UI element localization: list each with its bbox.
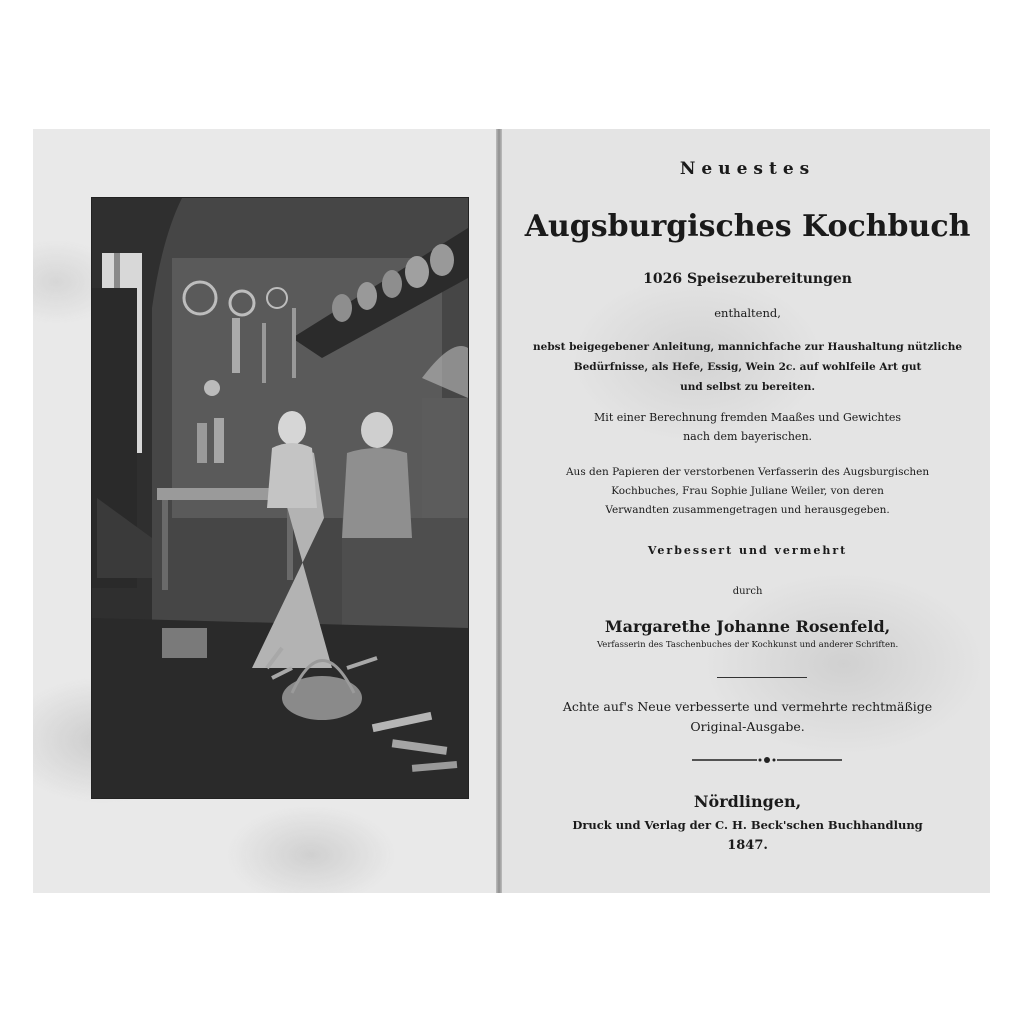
year-line: 1847. — [727, 838, 768, 853]
papieren-line-1: Aus den Papieren der verstorbenen Verfasserin des Augsburgischen — [565, 466, 930, 478]
nebst-line-2: Bedürfnisse, als Hefe, Essig, Wein 2c. auf wohlfeile Art gut — [573, 361, 922, 373]
edition-line-1: Achte auf's Neue verbesserte und vermehrte rechtmäßige — [562, 699, 933, 714]
title-page — [502, 129, 990, 893]
recipe-count-line: 1026 Speisezubereitungen — [643, 271, 852, 287]
city-line: Nördlingen, — [693, 792, 802, 811]
enthaltend-line: enthaltend, — [714, 306, 781, 320]
berechnung-line-1: Mit einer Berechnung fremden Maaßes und Gewichtes — [594, 411, 902, 424]
verbessert-line: Verbessert und vermehrt — [647, 544, 848, 557]
divider-rule — [717, 677, 807, 678]
title-block — [502, 129, 990, 893]
frontispiece-page — [33, 129, 496, 893]
neuestes-line: Neuestes — [679, 159, 816, 179]
berechnung-line-2: nach dem bayerischen. — [683, 430, 813, 443]
nebst-line-1: nebst beigegebener Anleitung, mannichfache zur Haushaltung nützliche — [533, 341, 963, 353]
papieren-line-2: Kochbuches, Frau Sophie Juliane Weiler, von deren — [611, 485, 884, 497]
papieren-line-3: Verwandten zusammengetragen und herausgegeben. — [605, 504, 890, 516]
publisher-line: Druck und Verlag der C. H. Beck'schen Buchhandlung — [572, 818, 923, 832]
author-name: Margarethe Johanne Rosenfeld, — [604, 617, 891, 636]
book-spread — [33, 129, 990, 893]
author-subtitle: Verfasserin des Taschenbuches der Kochkunst und anderer Schriften. — [596, 640, 899, 650]
ornament-divider — [692, 754, 842, 766]
nebst-line-3: und selbst zu bereiten. — [680, 381, 816, 393]
edition-line-2: Original-Ausgabe. — [690, 719, 805, 734]
kitchen-engraving — [91, 197, 469, 799]
durch-line: durch — [732, 586, 763, 597]
book-title: Augsburgisches Kochbuch — [524, 209, 971, 244]
